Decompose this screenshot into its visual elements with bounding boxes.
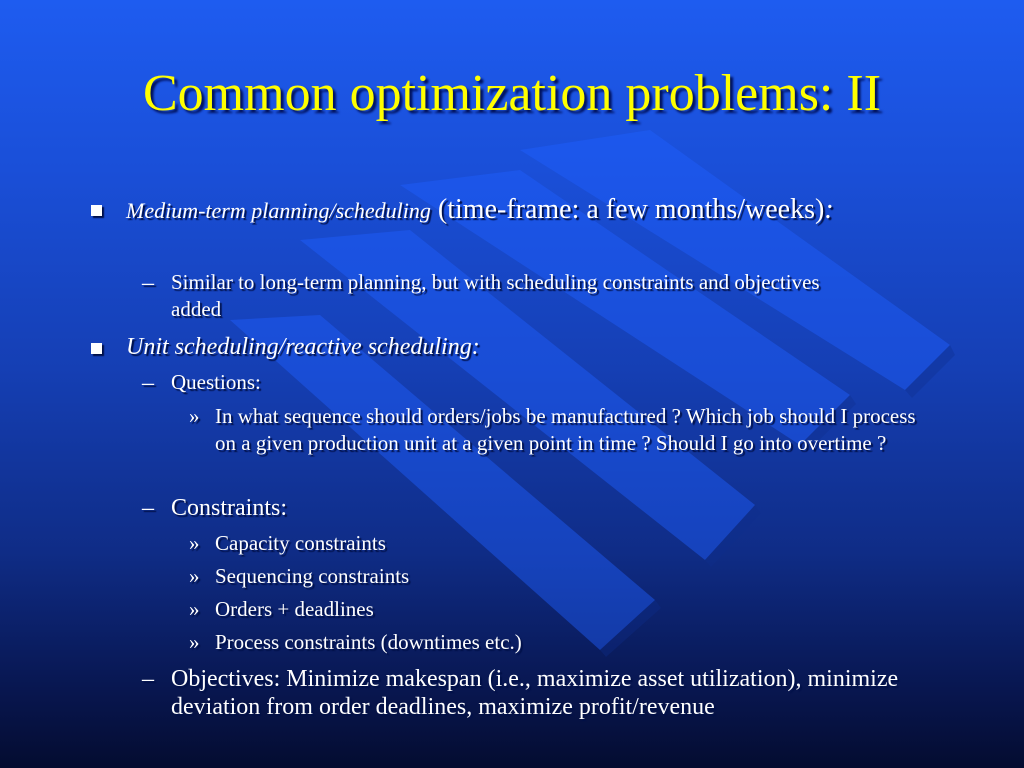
dash-bullet: –: [142, 270, 154, 296]
item-timeframe-text: (time-frame: a few months/weeks): [430, 194, 825, 225]
bullet-square-icon: [91, 205, 102, 216]
sub-item-objectives: Objectives: Minimize makespan (i.e., maximize asset utilization), minimize deviation from order deadlines, maximize profit/revenue: [171, 666, 899, 720]
slide-title: Common optimization problems: II: [142, 65, 882, 122]
raquo-bullet: »: [189, 531, 200, 555]
raquo-bullet: »: [189, 597, 200, 621]
sub-item-constraints-label: Constraints:: [171, 495, 288, 521]
dash-bullet: –: [142, 495, 154, 521]
dash-bullet: –: [142, 666, 154, 692]
raquo-bullet: »: [189, 630, 200, 654]
raquo-bullet: »: [189, 564, 200, 588]
constraint-item: Capacity constraints: [215, 531, 386, 555]
item-colon: :: [824, 194, 834, 225]
constraint-item: Process constraints (downtimes etc.): [215, 630, 522, 654]
item-italic-label: Unit scheduling/reactive scheduling:: [126, 334, 480, 360]
constraint-item: Orders + deadlines: [215, 597, 374, 621]
background-stripe-shadow: [600, 600, 661, 657]
bullet-item-medium-term: [126, 194, 846, 227]
item-italic-label: Medium-term planning/scheduling: [126, 198, 431, 223]
sub-sub-item-questions: In what sequence should orders/jobs be manufactured ? Which job should I process on a given production unit at a given point in time ? Should I go into overtime ?: [215, 404, 916, 455]
constraint-item: Sequencing constraints: [215, 564, 410, 588]
background-stripe-shadow: [705, 505, 761, 567]
raquo-bullet: »: [189, 404, 200, 428]
dash-bullet: –: [142, 370, 154, 396]
sub-item-similar: Similar to long-term planning, but with scheduling constraints and objectives added: [171, 270, 820, 321]
background-stripe-shadow: [905, 345, 955, 398]
sub-item-questions-label: Questions:: [171, 370, 261, 394]
bullet-square-icon: [91, 343, 102, 354]
bullet-item-unit-scheduling: [126, 333, 846, 361]
